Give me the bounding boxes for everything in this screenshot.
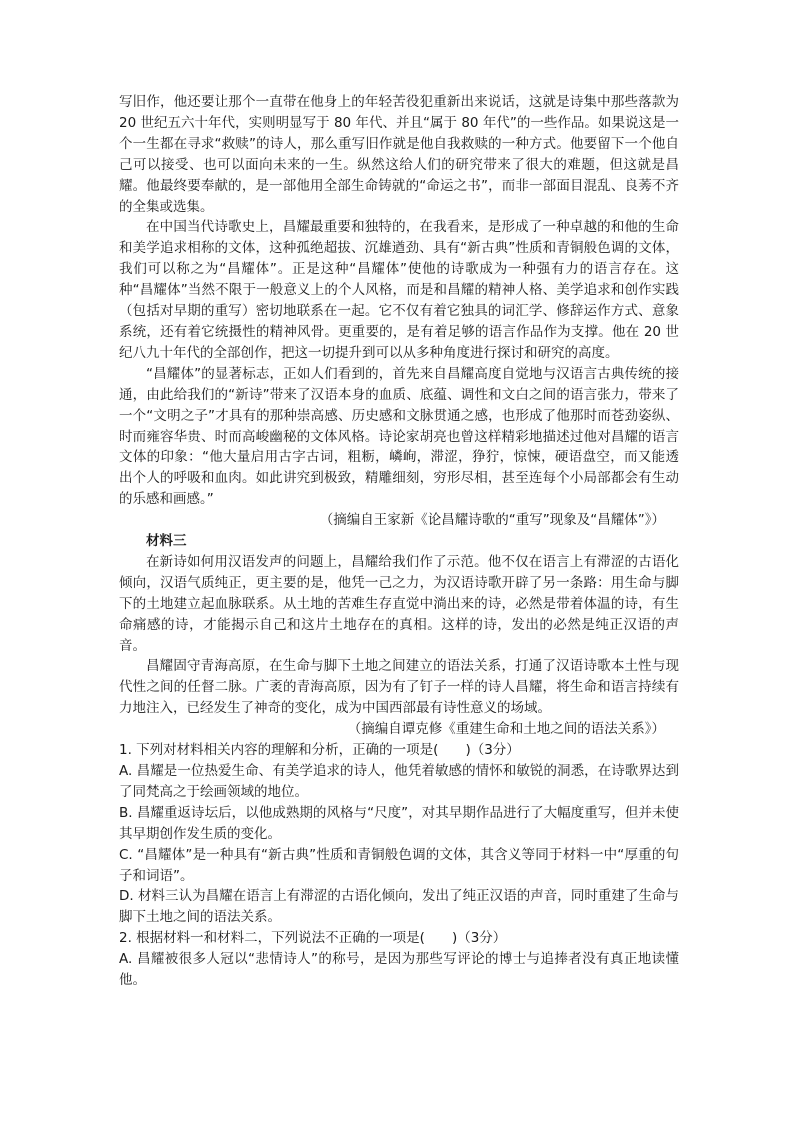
question-2-option-a: A. 昌耀被很多人冠以“悲情诗人”的称号，是因为那些写评论的博士与追捧者没有真正地读懂他。: [119, 951, 679, 989]
material2-source: （摘编自王家新《论昌耀诗歌的“重写”现象及“昌耀体”》）: [319, 512, 665, 529]
exam-page: [119, 92, 679, 991]
material2-paragraph-3: “昌耀体”的显著标志，正如人们看到的，首先来自昌耀高度自觉地与汉语言古典传统的接通，由此给我们的“新诗”带来了汉语本身的血质、底蕴、调性和文白之间的语言张力，带来了一个“文明之子”才具有的那种崇高感、历史感和文脉贯通之感，也形成了他那时而苍劲姿纵、时而雍容华贵、时而高峻幽秘的文体风格。诗论家胡亮也曾这样精彩地描述过他对昌耀的语言文体的印象：“他大量启用古字古词，粗粝，嶙峋，滞涩，狰狞，惊悚，硬语盘空，而又能透出个人的呼吸和血肉。如此讲究到极致，精雕细刻，穷形尽相，甚至连每个小局部都会有生动的乐感和画感。”: [119, 365, 679, 508]
material3-source: （摘编自谭克修《重建生命和土地之间的语法关系》）: [347, 721, 665, 738]
material3-paragraph-1: 在新诗如何用汉语发声的问题上，昌耀给我们作了示范。他不仅在语言上有滞涩的古语化倾向，汉语气质纯正，更主要的是，他凭一己之力，为汉语诗歌开辟了另一条路：用生命与脚下的土地建立起血脉联系。从土地的苦难生存直觉中淌出来的诗，必然是带着体温的诗，有生命痛感的诗，才能揭示自己和这片土地存在的真相。这样的诗，发出的必然是纯正汉语的声音。: [119, 553, 679, 654]
material3-title: 材料三: [146, 533, 187, 550]
material2-paragraph-1: 写旧作，他还要让那个一直带在他身上的年轻苦役犯重新出来说话，这就是诗集中那些落款为 20 世纪五六十年代，实则明显写于 80 年代、并且“属于 80 年代”的一些作品。如果说这是一个一生都在寻求“救赎”的诗人，那么重写旧作就是他自我救赎的一种方式。他要留下一个他自己可以接受、也可以面向未来的一生。纵然这给人们的研究带来了很大的难题，但这就是昌耀。他最终要奉献的，是一部他用全部生命铸就的“命运之书”，而非一部面目混乱、良莠不齐的全集或选集。: [119, 94, 679, 215]
material2-paragraph-2: 在中国当代诗歌史上，昌耀最重要和独特的，在我看来，是形成了一种卓越的和他的生命和美学追求相称的文体，这种孤绝超拔、沉雄遒劲、具有“新古典”性质和青铜般色调的文体，我们可以称之为“昌耀体”。正是这种“昌耀体”使他的诗歌成为一种强有力的语言存在。这种“昌耀体”当然不限于一般意义上的个人风格，而是和昌耀的精神人格、美学追求和创作实践（包括对早期的重写）密切地联系在一起。它不仅有着它独具的词汇学、修辞运作方式、意象系统，还有着它统摄性的精神风骨。更重要的，是有着足够的语言作品作为支撑。他在 20 世纪八九十年代的全部创作，把这一切提升到可以从多种角度进行探讨和研究的高度。: [119, 219, 679, 361]
question-1-option-b: B. 昌耀重返诗坛后，以他成熟期的风格与“尺度”，对其早期作品进行了大幅度重写，但并未使其早期创作发生质的变化。: [119, 804, 679, 842]
question-1-stem: 1. 下列对材料相关内容的理解和分析，正确的一项是( )（3分）: [119, 742, 520, 759]
question-1-option-c: C. “昌耀体”是一种具有“新古典”性质和青铜般色调的文体，其含义等同于材料一中“厚重的句子和词语”。: [119, 846, 679, 884]
question-1-option-d: D. 材料三认为昌耀在语言上有滞涩的古语化倾向，发出了纯正汉语的声音，同时重建了生命与脚下土地之间的语法关系。: [119, 888, 679, 926]
material3-paragraph-2: 昌耀固守青海高原，在生命与脚下土地之间建立的语法关系，打通了汉语诗歌本土性与现代性之间的任督二脉。广袤的青海高原，因为有了钉子一样的诗人昌耀，将生命和语言持续有力地注入，已经发生了神奇的变化，成为中国西部最有诗性意义的场域。: [119, 658, 679, 717]
question-1-option-a: A. 昌耀是一位热爱生命、有美学追求的诗人，他凭着敏感的情怀和敏锐的洞悉，在诗歌界达到了同梵高之于绘画领域的地位。: [119, 763, 679, 800]
question-2-stem: 2. 根据材料一和材料二，下列说法不正确的一项是( )（3分）: [119, 930, 507, 947]
